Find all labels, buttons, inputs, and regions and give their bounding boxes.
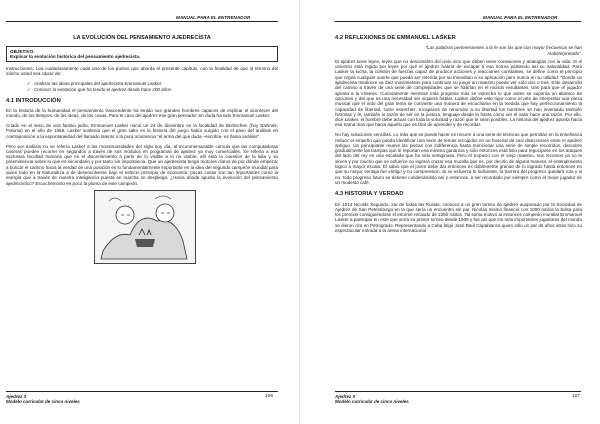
body-paragraph: No hay soluciones sencillas. Lo más que se puede hacer es recurrir a una serie de técnicas que permitan en la enseñanza reducir el empeño que pueda identificar una serie de temas recogidos en un historial de casi disecciones entre el ajedrez antiguo. Un principiante mueve las piezas con indiferencia hasta mencionar una serie de simple recorridos, descubre gradualmente las trampas que le reportan una mínima ganancia y sólo entonces está listo para regocijarse en los ataques del lado del rey en una escalada que ha sido vertiginosa. Pero el tropiezo con el viejo maestro, sus recursos ya no le sirven y por mucho que se esfuerce no logrará cruzar esa muralla que es, por decirlo de alguna manera, el entendimiento lógico a mayor escala. El sabio que el joven debe dar entonces es doblemente grande de lo logrado hasta entonces en que su mayor ventaja fue vértigo y no comprensión. Si se esfuerza lo suficiente, la barrera del progreso quedará rota y si no, todo progreso futuro se detiene condenándolo así y entonces, a ser recordado por siempre como el mejor jugador de un modesto café. bbox=[335, 132, 582, 185]
body-paragraph: Criado en el seno de una familia judía, Emmanuel Lasker nació un 24 de diciembre en la localidad de Berlinchen (hoy Barlinek, Polonia) en el año de 1868. Lasker sostenía que el gran salto en la historia del juego había surgido con el paso del análisis en contraposición a la espontaneidad del llamado talento o la pura ocurrencia "el arma del que duda –escribía- es llama análisis". bbox=[6, 123, 278, 139]
footer-subtitle: Modelo curricular de cinco niveles bbox=[6, 399, 80, 405]
goal-item: ✓ Analizar las ideas principales del ajedrecista Emmanuel Lasker. bbox=[34, 81, 278, 86]
goals-list bbox=[6, 81, 278, 92]
chess-cartoon-illustration bbox=[94, 190, 196, 264]
page-number: 107 bbox=[572, 394, 581, 399]
body-paragraph: Pero por análisis no se refería Lasker a las monstruosidades del siglo hoy día, al inconmensurable cúmulo que las computadoras caseras pueden recorrer en segundos a través de sus módulos en programas de ajedrez ya muy comerciales. Se refería a esa exclusiva facultad humana que es el discernimiento a partir de lo visible a lo no visible; allí ésta la cuestión de la lidia y su preeminencia sobre lo que es secundario y por tanto sin importancia. Que un ajedrecista tenga motores claros de por dónde empezar a buscar el camino hacia la verdad de una posición es lo fundamentalmente importante en la idea del segundo campeón mundial para quien todo en la Naturaleza a de desenvolverse bajo el estricto principio de economía: pocas cosas son tan importantes como la energía que a través de nuestra inteligencia puesta en marcha se despliega. ¿Hacia dónde apunta la evolución del pensamiento ajedrecístico? Escuchémoslo en poco la pluma de este campeón. bbox=[6, 143, 278, 186]
epigraph-quote: "Las palabras pertenecientes a la fe son las que con mayor frecuencia se han malinterpretado". bbox=[425, 45, 582, 56]
chapter-title: LA EVOLUCIÓN DEL PENSAMIENTO AJEDRECISTA bbox=[73, 35, 211, 41]
page-footer bbox=[6, 394, 80, 405]
body-paragraph: En la historia de la humanidad el pensamiento trascendente ha tenido sus grandes hombres capaces de explicar el acontecer del mundo, de los tiempos, de las ideas, de las cosas. Para el caso del ajedrez ese gran pensador sin duda ha sido Emmanuel Lasker. bbox=[6, 108, 278, 119]
page-number: 106 bbox=[265, 394, 274, 399]
right-page-body bbox=[335, 36, 582, 238]
footer-book: Ajedrez 3 bbox=[335, 394, 356, 399]
body-paragraph: El ajedrez tiene leyes, leyes que no descienden del cielo sino que deben tener conexiones y analogías con la vida. Si el universo está regido por leyes por qué el ajedrez habría de escapar a esa norma partiendo así su naturalidad. Para Lasker la lucha, la colisión de fuerzas capaz de producir acciones y reacciones constantes, se define como el principio que regirá cualquier suerte que pueda ser referida por su inmediato a su aplicación pero nunca en su utilidad: "Donde un ajedrecista mediocre va diez movimientos para continuar su juego un maestro puede ver sólo dos o tres. Este desarrollo del camino a través de una serie de complejidades que se habrían en el mundo resultantes, tras para que el jugador apunta a la síntesis. Curiosamente mientras más progresa más se estrecha lo que antes se suponía un abanico de opciones y del que es una necesidad ser siquiera hablar. Lasker define este rigor como el arte de interpretar una pieza musical que el oído del gran tema se convierte una manera de escucharse en la medida que hay perfeccionamiento la capacidad de libertad, sutre estrechez. Incapaces de renunciar a su libertad los hombres se han inventado también historias y fe, también lo razón de ser en la justicia, lenguaje desde la hasta cómo ser el valor hace una razón. Por ello, dice Lasker, el hombre debe actuar con toda la voluntad y razón que le sean posibles. La historia del ajedrez apunta hacia esa trama más que hacia aquello que es fácil de aprender y de recordar. bbox=[335, 58, 582, 128]
goal-text: Conocer la evolución que ha tenido el ajedrez desde hace 200 años. bbox=[34, 86, 173, 92]
goal-item bbox=[34, 87, 278, 92]
section-heading: 4.3 HISTORIA Y VERDAD bbox=[335, 191, 404, 198]
running-header: MANUAL PARA EL ENTRENADOR bbox=[483, 15, 558, 20]
running-header: MANUAL PARA EL ENTRENADOR bbox=[176, 15, 251, 20]
footer-book: Ajedrez 3 bbox=[6, 394, 27, 399]
section-heading: 4.1 INTRODUCCIÓN bbox=[6, 97, 61, 104]
footer-subtitle: Modelo curricular de cinco niveles bbox=[335, 399, 409, 405]
header-rule bbox=[335, 21, 581, 22]
left-page-body bbox=[6, 36, 278, 264]
cartoon-drawing bbox=[95, 191, 195, 263]
objective-text: Explicar la evolución histórica del pensamiento ajedrecista. bbox=[10, 54, 141, 60]
right-page bbox=[300, 0, 600, 424]
footer-rule bbox=[335, 391, 581, 392]
body-paragraph: En 1914 Nicolás Segundo, zar de todas las Rusias, convocó a un gran torneo de ajedrez auspiciado por la Sociedad de Ajedrez de San Petersburgo en la que sería un encuentro sin par. Nicolás mismo financió con 1000 rublos la bolsa para los premios consiguiéndose el enorme recaudo de 3250 rublos. Tal suma motivó al entonces campeón mundial Emmanuel Lasker a participar en este que sería su primer torneo desde 1909 y fue así que los más importantes jugadores del mundo se dieron cita en Petrogrado. Representando a Cuba llegó José Raúl Capablanca quien sólo un par de años atrás hizo su espectacular entrada a la arena internacional bbox=[335, 201, 582, 233]
page-footer bbox=[335, 394, 409, 405]
objective-box bbox=[6, 46, 278, 62]
section-heading: 4.2 REFLEXIONES DE EMMANUEL LASKER bbox=[335, 35, 456, 41]
objective-label: OBJETIVO: bbox=[10, 48, 35, 54]
instructions-paragraph: Instrucciones: Lea cuidadosamente cada uno de los puntos que aborda el presente capítulo, con la finalidad de que al término del mismo usted sea capaz de: bbox=[6, 66, 278, 77]
header-rule bbox=[6, 21, 278, 22]
footer-rule bbox=[6, 391, 278, 392]
